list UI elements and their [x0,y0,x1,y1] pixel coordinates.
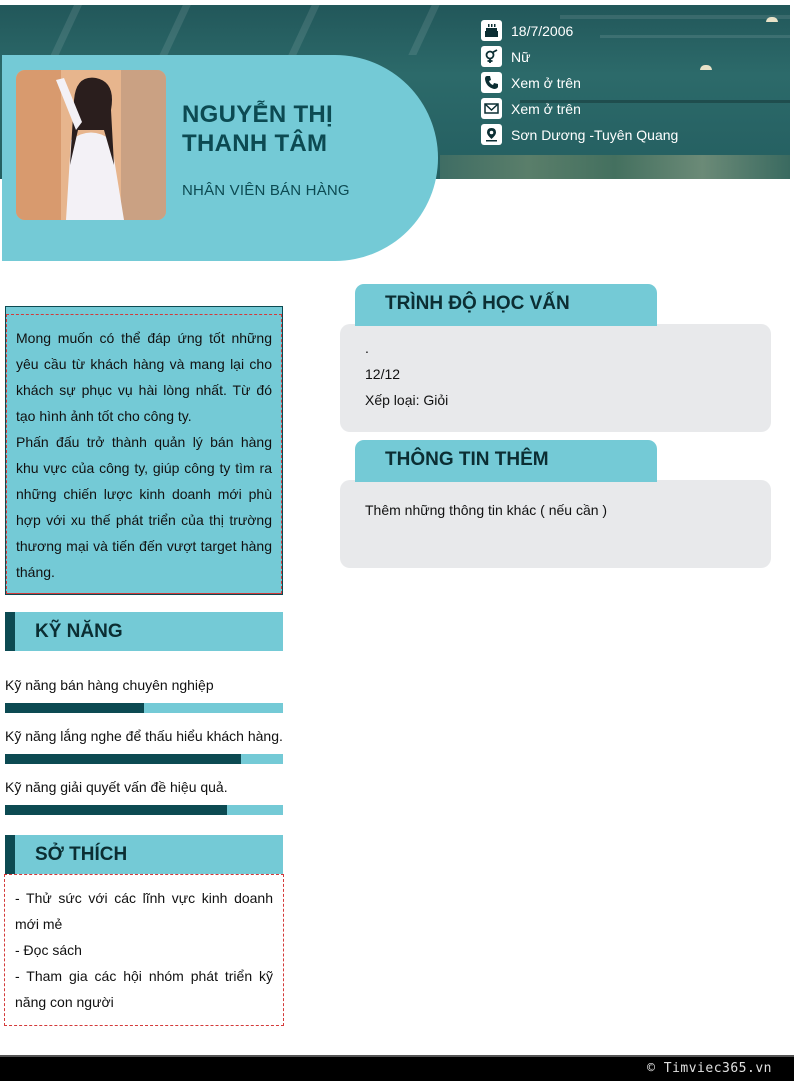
additional-info-title: THÔNG TIN THÊM [385,449,549,470]
contact-item-birthday [481,20,741,42]
hobby-item: - Thử sức với các lĩnh vực kinh doanh mới mẻ [15,890,273,932]
footer-bar [0,1055,794,1081]
skill-name: Kỹ năng giải quyết vấn đề hiệu quả. [5,779,228,795]
skills-heading [5,612,283,651]
additional-info-panel [340,480,771,568]
contact-item-email [481,98,741,120]
objective-paragraph: Phấn đấu trở thành quản lý bán hàng khu vực của công ty, giúp công ty tìm ra những chiến lược kinh doanh mới phù hợp với xu thế phát triển của thị trường thương mại và tiến đến vượt target hàng tháng. [16,434,272,580]
objective-paragraph: Mong muốn có thể đáp ứng tốt những yêu cầu từ khách hàng và mang lại cho khách sự phục vụ hài lòng nhất. Từ đó tạo hình ảnh tốt cho công ty. [16,330,272,424]
education-grade: 12/12 [365,366,401,382]
skill-bar-fill [5,754,241,764]
birthday-text: 18/7/2006 [511,23,574,39]
skill-bar [5,703,283,713]
skill-name: Kỹ năng bán hàng chuyên nghiệp [5,677,214,693]
contact-item-address [481,124,741,146]
gender-text: Nữ [511,49,531,65]
education-school: . [365,340,369,356]
skill-bar [5,754,283,764]
job-title: NHÂN VIÊN BÁN HÀNG [182,182,350,199]
hobby-item: - Tham gia các hội nhóm phát triển kỹ năng con người [15,968,273,1010]
education-panel [340,324,771,432]
profile-photo [16,70,166,220]
hobbies-heading [5,835,283,874]
phone-text: Xem ở trên [511,75,581,91]
contact-item-gender [481,46,741,68]
education-heading [355,284,657,326]
hobbies-title: SỞ THÍCH [35,844,128,865]
additional-info-heading [355,440,657,482]
additional-info-text: Thêm những thông tin khác ( nếu cần ) [365,502,608,518]
skill-bar [5,805,283,815]
education-title: TRÌNH ĐỘ HỌC VẤN [385,293,570,314]
birthday-cake-icon [481,20,502,41]
email-text: Xem ở trên [511,101,581,117]
gender-icon [481,46,502,67]
location-icon [481,124,502,145]
hobby-item: - Đọc sách [15,942,82,958]
address-text: Sơn Dương -Tuyên Quang [511,127,679,143]
skill-bar-fill [5,805,227,815]
hobbies-box [4,874,284,1026]
phone-icon [481,72,502,93]
skill-bar-fill [5,703,144,713]
footer-brand: © Timviec365.vn [647,1061,772,1076]
education-rank: Xếp loại: Giỏi [365,392,449,408]
contact-item-phone [481,72,741,94]
skill-name: Kỹ năng lắng nghe để thấu hiểu khách hàng. [5,728,283,744]
skills-title: KỸ NĂNG [35,621,123,642]
candidate-name: NGUYỄN THỊ THANH TÂM [182,101,334,157]
mail-icon [481,98,502,119]
career-objective [5,306,283,595]
